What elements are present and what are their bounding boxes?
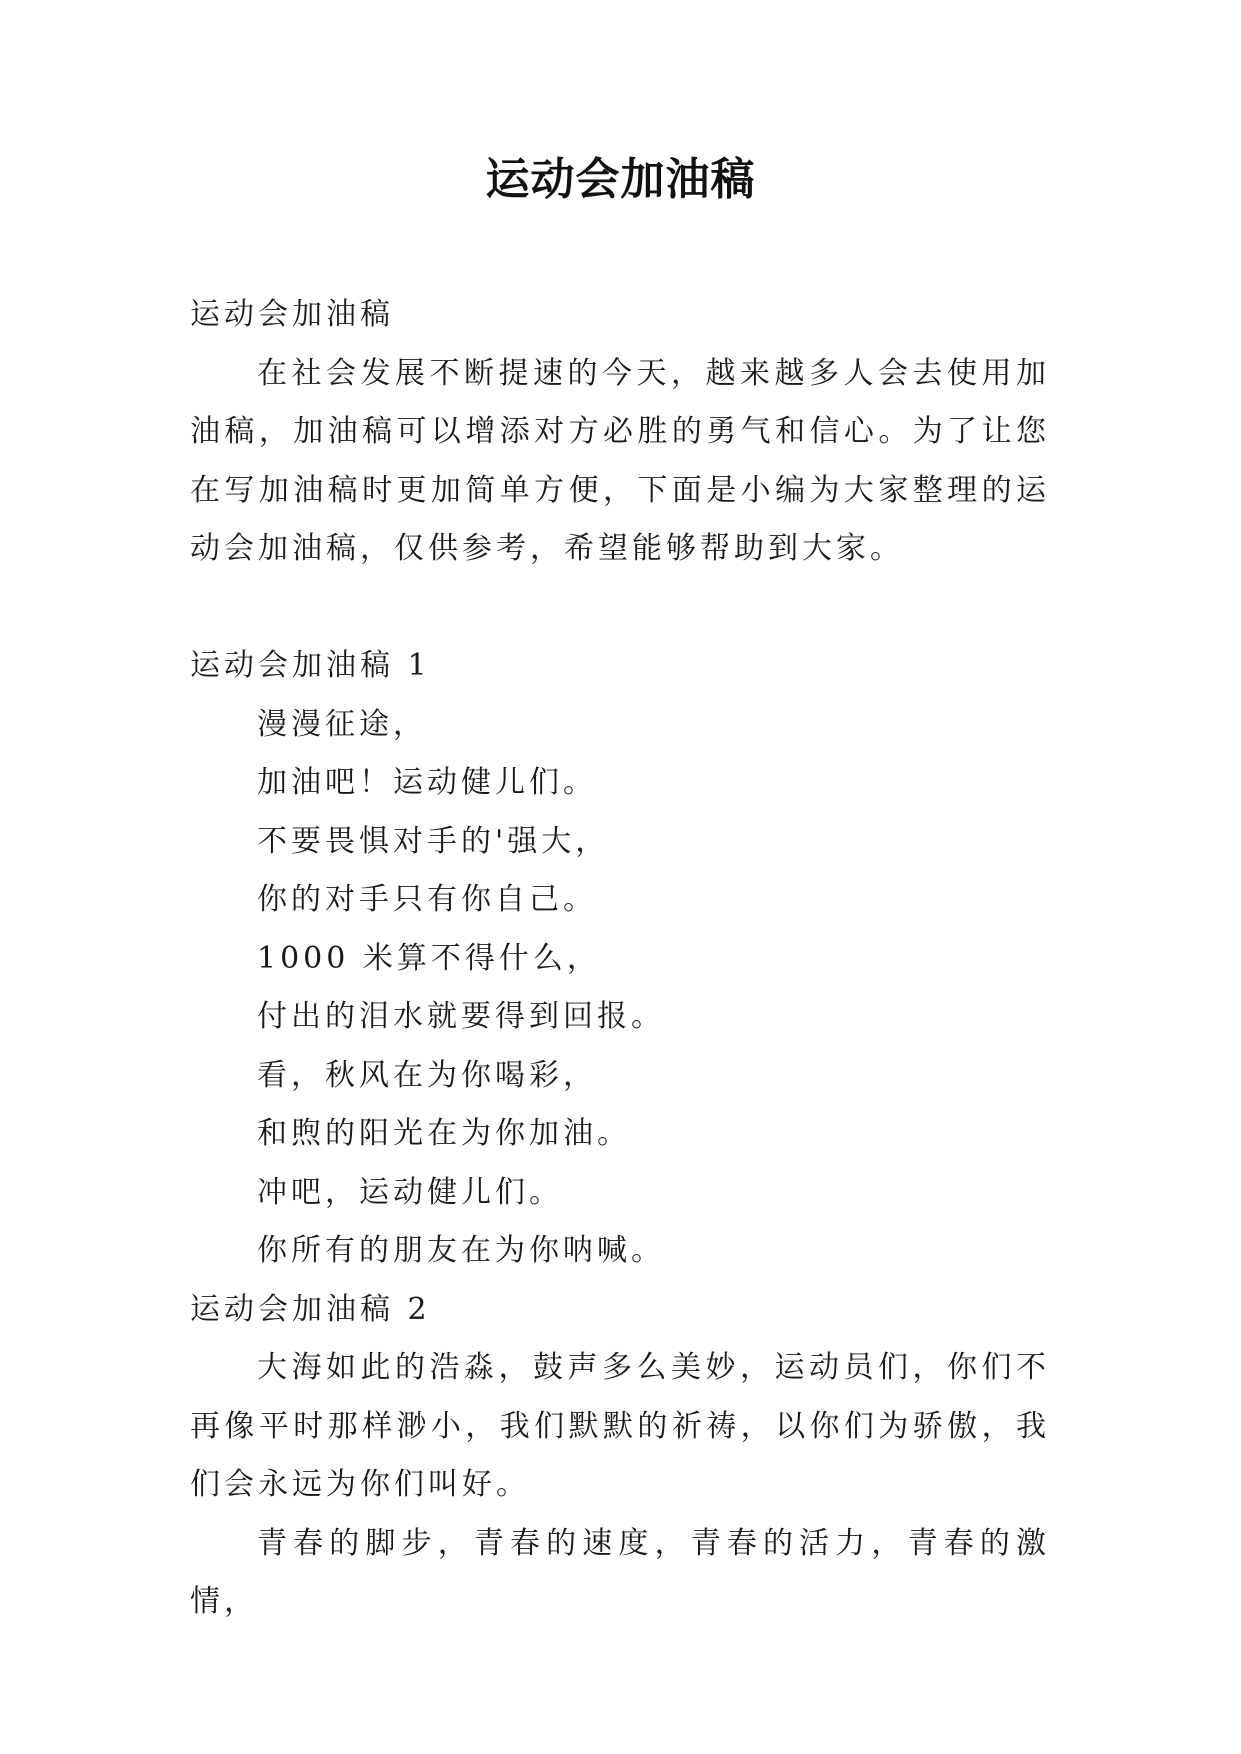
poem-line: 和煦的阳光在为你加油。 xyxy=(257,1116,631,1151)
document-title: 运动会加油稿 xyxy=(485,154,756,205)
section-1-heading: 运动会加油稿 1 xyxy=(190,648,431,683)
poem-line: 付出的泪水就要得到回报。 xyxy=(257,999,665,1034)
document-body xyxy=(190,286,1050,1632)
poem-line: 你所有的朋友在为你呐喊。 xyxy=(257,1233,665,1268)
poem-line: 漫漫征途， xyxy=(257,706,427,742)
poem-line: 你的对手只有你自己。 xyxy=(257,882,597,917)
poem-line: 加油吧！运动健儿们。 xyxy=(257,765,597,800)
section-2-paragraph: 青春的脚步，青春的速度，青春的活力，青春的激情， xyxy=(190,1525,1050,1619)
intro-heading: 运动会加油稿 xyxy=(190,297,394,332)
intro-paragraph: 在社会发展不断提速的今天，越来越多人会去使用加油稿，加油稿可以增添对方必胜的勇气和信心。为了让您在写加油稿时更加简单方便，下面是小编为大家整理的运动会加油稿，仅供参考，希望能够帮助到大家。 xyxy=(190,355,1050,566)
section-2-heading: 运动会加油稿 2 xyxy=(190,1291,431,1327)
poem-line: 1000 米算不得什么， xyxy=(257,940,601,976)
poem-line: 不要畏惧对手的'强大， xyxy=(257,823,610,859)
section-2-paragraph: 大海如此的浩淼，鼓声多么美妙，运动员们，你们不再像平时那样渺小，我们默默的祈祷，以你们为骄傲，我们会永远为你们叫好。 xyxy=(190,1350,1050,1502)
poem-line: 冲吧，运动健儿们。 xyxy=(257,1174,563,1210)
section-spacer xyxy=(190,579,1050,638)
poem-line: 看，秋风在为你喝彩， xyxy=(257,1057,597,1093)
